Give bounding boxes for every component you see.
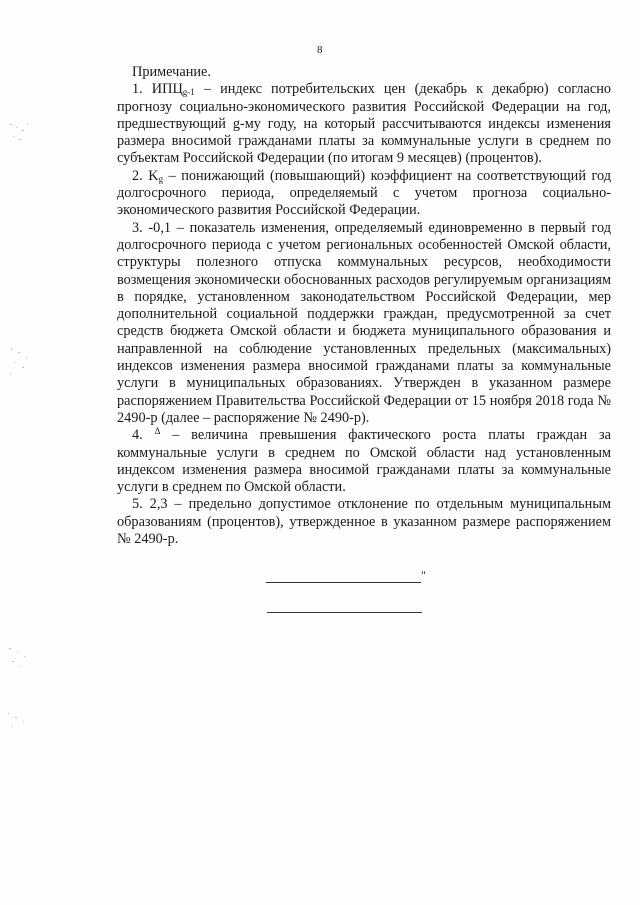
note-item-2-prefix: 2. K — [132, 167, 159, 184]
note-item-5: 5. 2,3 – предельно допустимое отклонение по отдельным муниципальным образованиям (процентов), утвержденное в указанном размере распоряжением № 2490-р. — [117, 496, 611, 548]
note-item-3: 3. -0,1 – показатель изменения, определяемый единовременно в первый год долгосрочного периода с учетом региональных особенностей Омской области, структуры полезного отпуска коммунальных ресурсов, необходимости возмещения экономически обоснованных расходов регулируемым организациям в порядке, установленном законодательством Российской Федерации, мер дополнительной социальной поддержки граждан, предусмотренной за счет средств бюджета Омской области и бюджета муниципального образования и направленной на соблюдение установленных предельных (максимальных) индексов изменения размера вносимой гражданами платы за коммунальные услуги в муниципальных образованиях. Утвержден в указанном размере распоряжением Правительства Российской Федерации от 15 ноября 2018 года № 2490-р (далее – распоряжение № 2490-р). — [117, 219, 611, 426]
closing-quote-mark: " — [421, 568, 426, 582]
note-item-1-subscript: g-1 — [182, 87, 195, 98]
note-item-2-text: – понижающий (повышающий) коэффициент на соответствующий год долгосрочного периода, определяемый с учетом прогноза социально-экономического развития Российской Федерации. — [117, 167, 611, 219]
note-item-4-text: – величина превышения фактического роста платы граждан за коммунальные услуги в среднем по Омской области над установленным индексом изменения размера вносимой гражданами платы за коммунальные услуги в среднем по Омской области. — [117, 427, 611, 496]
note-item-1-prefix: 1. ИПЦ — [132, 81, 183, 98]
page-number: 8 — [317, 44, 323, 56]
delta-symbol: Δ — [154, 426, 161, 437]
note-item-1-text: – индекс потребительских цен (декабрь к декабрю) согласно прогнозу социально-экономического развития Российской Федерации на год, предшествующий g-му году, на который рассчитываются индексы изменения размера вносимой гражданами платы за коммунальные услуги в среднем по субъектам Российской Федерации (по итогам 9 месяцев) (процентов). — [117, 81, 611, 167]
note-heading: Примечание. — [132, 64, 211, 80]
note-item-4-prefix: 4. — [132, 427, 155, 444]
note-item-2-subscript: g — [158, 173, 164, 184]
